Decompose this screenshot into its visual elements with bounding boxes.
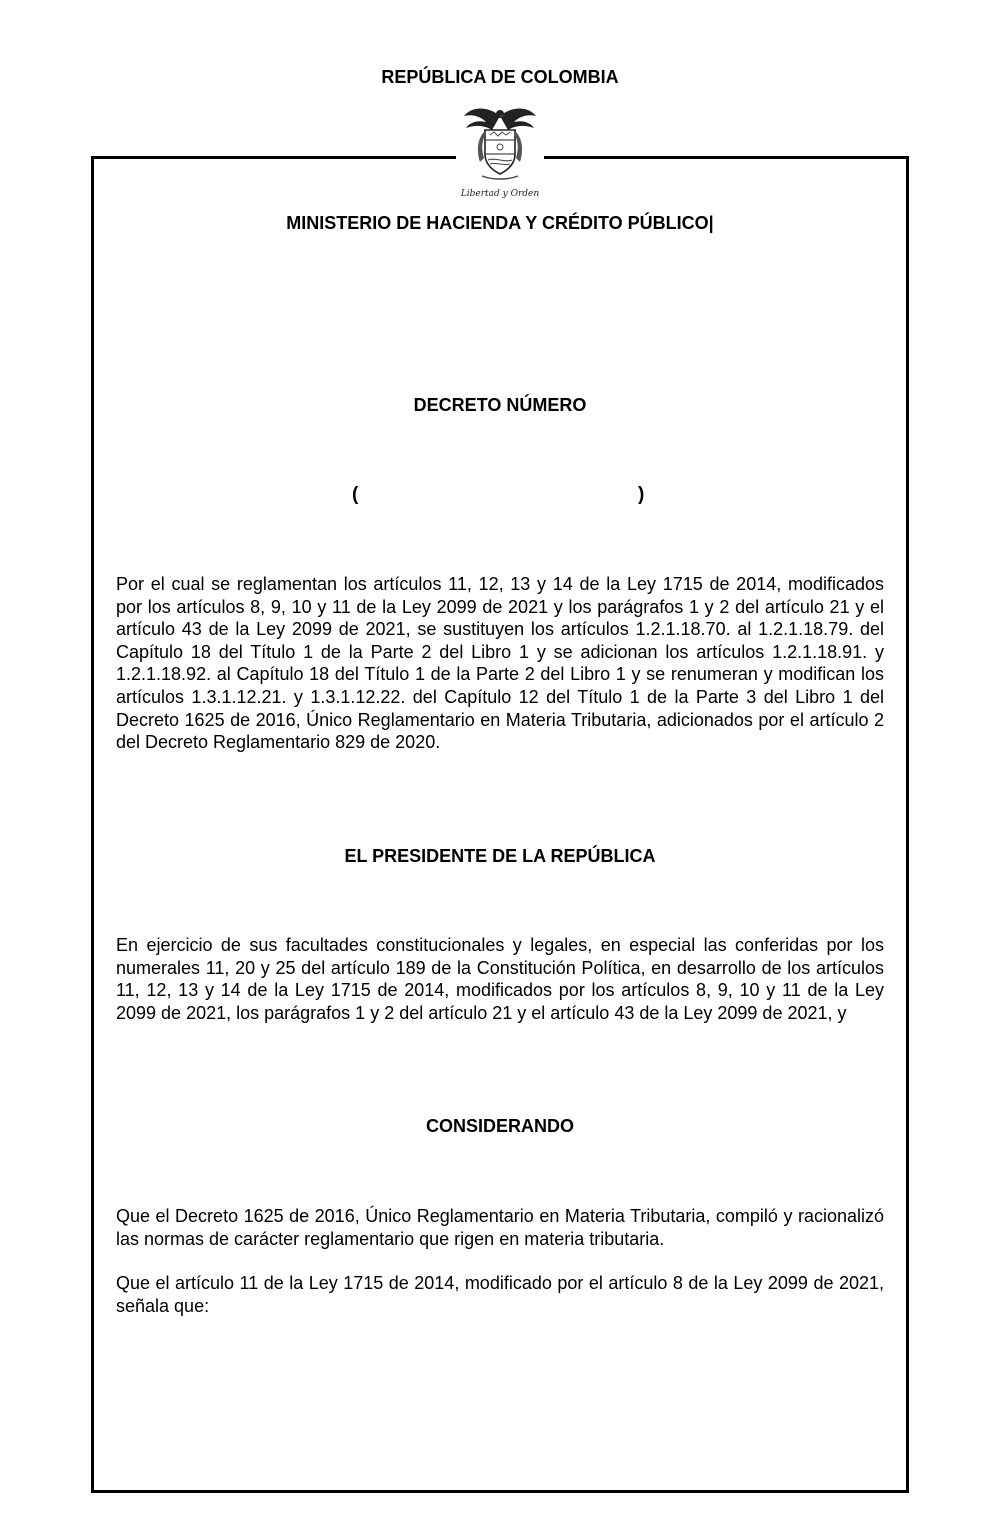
ministry-heading: MINISTERIO DE HACIENDA Y CRÉDITO PÚBLICO| (286, 213, 714, 233)
country-heading: REPÚBLICA DE COLOMBIA (381, 67, 619, 87)
decree-title: DECRETO NÚMERO (413, 395, 587, 415)
considerando-paragraph-2: Que el artículo 11 de la Ley 1715 de 2014, modificado por el artículo 8 de la Ley 2099 de 2021, señala que: (116, 1273, 884, 1316)
authority-paragraph: En ejercicio de sus facultades constitucionales y legales, en especial las conferidas por los numerales 11, 20 y 25 del artículo 189 de la Constitución Política, en desarrollo de los artículos 11, 12, 13 y 14 de la Ley 1715 de 2014, modificados por los artículos 8, 9, 10 y 11 de la Ley 2099 de 2021, los parágrafos 1 y 2 del artículo 21 y el artículo 43 de la Ley 2099 de 2021, y (116, 935, 884, 1023)
decree-number-close-paren: ) (638, 484, 645, 505)
president-heading: EL PRESIDENTE DE LA REPÚBLICA (344, 846, 656, 866)
coat-of-arms-seal (458, 102, 542, 202)
considerando-paragraph-1: Que el Decreto 1625 de 2016, Único Reglamentario en Materia Tributaria, compiló y racionalizó las normas de carácter reglamentario que rigen en materia tributaria. (116, 1206, 884, 1249)
considerando-heading: CONSIDERANDO (425, 1116, 574, 1136)
seal-motto: Libertad y Orden (460, 189, 540, 199)
decree-number-open-paren: ( (352, 484, 359, 505)
decree-summary: Por el cual se reglamentan los artículos 11, 12, 13 y 14 de la Ley 1715 de 2014, modificados por los artículos 8, 9, 10 y 11 de la Ley 2099 de 2021 y los parágrafos 1 y 2 del artículo 21 y el artículo 43 de la Ley 2099 de 2021, se sustituyen los artículos 1.2.1.18.70. al 1.2.1.18.79. del Capítulo 18 del Título 1 de la Parte 2 del Libro 1 y se adicionan los artículos 1.2.1.18.91. y 1.2.1.18.92. al Capítulo 18 del Título 1 de la Parte 2 del Libro 1 y se renumeran y modifican los artículos 1.3.1.12.21. y 1.3.1.12.22. del Capítulo 12 del Título 1 de la Parte 3 del Libro 1 del Decreto 1625 de 2016, Único Reglamentario en Materia Tributaria, adicionados por el artículo 2 del Decreto Reglamentario 829 de 2020. (116, 574, 884, 753)
